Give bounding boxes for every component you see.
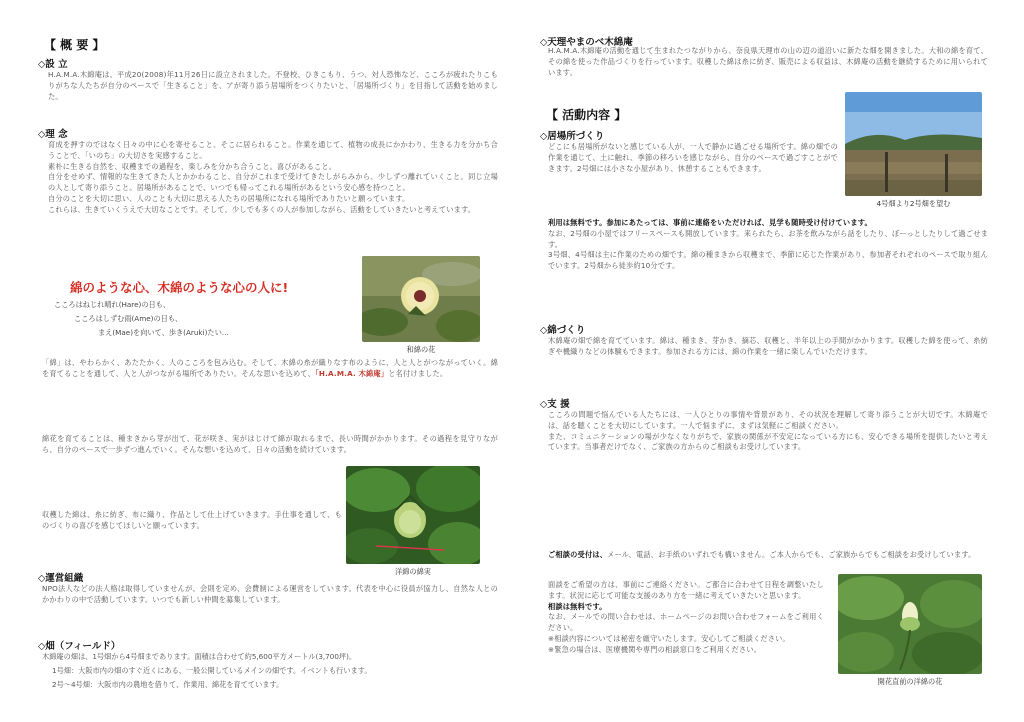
- establishment-body: H.A.M.A.木綿庵は、平成20(2008)年11月26日に設立されました。不登校、ひきこもり、うつ、対人恐怖など、こころが疲れたりこもりがちな人たちが自分のペースで「生きること」を、アが寄り添う居場所をつくりたいと、「居場所づくり」を目指して活動を始めました。: [48, 70, 498, 101]
- tenri-title: ◇天理やまのべ木綿庵: [540, 37, 633, 48]
- philosophy-paragraph: これらは、生きていくうえで大切なことです。そして、少しでも多くの人が参加しながら、活動をしていきたいと考えています。: [48, 204, 476, 214]
- ibasho-more: [548, 218, 988, 272]
- consult-free: [548, 602, 824, 613]
- cotton-story-2: 収穫した綿は、糸に紡ぎ、布に織り、作品として仕上げていきます。手仕事を通して、ものづくりの喜びを感じてほしいと願っています。: [42, 510, 342, 530]
- tenri-body: H.A.M.A.木綿庵の活動を通じて生まれたつながりから、奈良県天理市の山の辺の道沿いに新たな畑を開きました。大和の綿を育て、その綿を使った作品づくりを行っています。収穫した綿は糸に紡ぎ、販売による収益は、木綿庵の活動を継続するために用いられています。: [548, 46, 988, 77]
- activities-heading: 【 活動内容 】: [546, 108, 627, 122]
- support-paragraph: また、コミュニケーションの場が少なくなりがちで、家族の関係が不安定になっている方にも、安心できる場所を提供したいと考えています。当事者だけでなく、ご家族の方からのご相談もお受けしています。: [548, 431, 988, 452]
- support-body: [548, 410, 988, 453]
- consult-note: ※緊急の場合は、医療機関や専門の相談窓口をご利用ください。: [548, 644, 762, 654]
- photo3-caption: 4号畑より2号畑を望む: [876, 199, 951, 208]
- photo-cotton-boll: [346, 466, 480, 564]
- consult-intro: [548, 550, 988, 561]
- poem-line-2: こころはしずむ雨(Ame)の日も、: [74, 314, 183, 323]
- philosophy-paragraph: 自分をせめず、情報的な生きてきた人とかかわること、自分がこれまで受けてきたしがらみから、少しずつ離れていくこと。同じ立場の人として寄り添うこと。居場所があることで、いつでも帰ってこれる場所があるという安心感を持つこと。: [48, 172, 498, 193]
- establishment-title: ◇設 立: [38, 59, 68, 70]
- photo2-caption: 洋綿の綿実: [395, 567, 431, 576]
- ibasho-paragraph-3: なお、2号畑の小屋ではフリースペースも開放しています。来られたら、お茶を飲みながら話をしたり、ぼーっとしたりして過ごせます。: [548, 228, 988, 249]
- watazukuri-body: 木綿庵の畑で綿を育てています。綿は、種まき、芽かき、摘芯、収穫と、半年以上の手間がかかります。収穫した綿を使って、糸紡ぎや機織りなどの体験もできます。参加される方には、綿の作業を一緒に楽しんでいただけます。: [548, 336, 988, 356]
- ibasho-paragraph-1: どこにも居場所がないと感じている人が、一人で静かに過ごせる場所です。綿の畑での作業を通じて、土に触れ、季節の移ろいを感じながら、自分のペースで過ごすことができます。2号畑には小さな小屋があり、休憩することもできます。: [548, 142, 838, 173]
- field-landscape-image: [845, 92, 982, 196]
- slogan: 綿のような心、木綿のような心の人に!: [70, 280, 289, 295]
- name-story-text-a: 「綿」は、やわらかく、あたたかく、人のこころを包み込む。そして、木綿の糸が織りなす布のように、人と人とがつながっていく。綿を育てることを通して、人と人がつながる場所でありたい。そんな思いを込めて、: [42, 358, 498, 378]
- photo4-caption: 開花直前の洋綿の花: [877, 677, 943, 686]
- cotton-flower-image: [362, 256, 480, 342]
- cotton-bud-image: [838, 574, 982, 674]
- consult-details: [548, 580, 824, 656]
- philosophy-paragraph: 自分のことを大切に思い、人のことも大切に思える人たちの居場所になれる場所でありたいと願っています。: [48, 193, 410, 203]
- name-story: [42, 358, 498, 380]
- overview-heading: 【 概 要 】: [44, 38, 105, 52]
- consult-intro-bold: ご相談の受付は、: [548, 550, 608, 559]
- photo-japanese-cotton-flower: [362, 256, 480, 342]
- poem-line-1: こころはねじれ晴れ(Hare)の日も、: [54, 300, 171, 309]
- ibasho-title: ◇居場所づくり: [540, 131, 605, 142]
- photo-field-landscape: [845, 92, 982, 196]
- ibasho-paragraph-2: [548, 218, 988, 229]
- consult-free-bold: 相談は無料です。: [548, 601, 607, 611]
- field-intro: 木綿庵の畑は、1号畑から4号畑まであります。面積は合わせて約5,600平方メートル(3,700坪)。: [42, 652, 357, 661]
- field-row-1: 1号畑：大阪市内の畑のすぐ近くにある、一般公開しているメインの畑です。イベントも行います。: [52, 666, 372, 675]
- name-story-text-b: と名付けました。: [388, 368, 448, 378]
- ibasho-free-text: 利用は無料です。参加にあたっては、事前に連絡をいただければ、見学も随時受け付けています。: [548, 218, 872, 227]
- philosophy-paragraph: 育成を押すのではなく日々の中に心を寄せること、そこに居られること。作業を通じて、植物の成長にかかわり、生きる力を分かち合うことで、「いのち」の大切さを実感すること。: [48, 140, 498, 160]
- consult-paragraph-2: 面談をご希望の方は、事前にご連絡ください。ご都合に合わせて日程を調整いたします。状況に応じて可能な支援のあり方を一緒に考えていきたいと思います。: [548, 580, 824, 600]
- support-paragraph: こころの問題で悩んでいる人たちには、一人ひとりの事情や背景があり、その状況を理解して寄り添うことが大切です。木綿庵では、話を聴くことを大切にしています。一人で悩まずに、まずは気軽にご相談ください。: [548, 410, 988, 430]
- consult-note: ※相談内容については秘密を厳守いたします。安心してご相談ください。: [548, 633, 790, 643]
- organization-body: NPO法人などの法人格は取得していませんが、会則を定め、会費制による運営をしています。代表を中心に役員が協力し、自然な人とのかかわりの中で活動しています。いつでも新しい仲間を募集しています。: [42, 584, 498, 604]
- cotton-boll-image: [346, 466, 480, 564]
- field-title: ◇畑（フィールド）: [38, 641, 121, 652]
- consult-note: なお、メールでの問い合わせは、ホームページのお問い合わせフォームをご利用ください。: [548, 612, 824, 633]
- poem-line-3: まえ(Mae)を向いて、歩き(Aruki)たい…: [98, 328, 229, 337]
- consult-intro-rest: メール、電話、お手紙のいずれでも構いません。ご本人からでも、ご家族からでもご相談をお受けしています。: [607, 550, 976, 559]
- organization-title: ◇運営組織: [38, 573, 84, 584]
- photo-cotton-bud: [838, 574, 982, 674]
- philosophy-body: [48, 140, 498, 216]
- field-row-2: 2号〜4号畑：大阪市内の農地を借りて、作業用、綿花を育てています。: [52, 680, 284, 689]
- philosophy-paragraph: 素朴に生きる自然を、収穫までの過程を、楽しみを分かち合うこと。喜びがあること。: [48, 161, 337, 171]
- ibasho-paragraph-4: 3号畑、4号畑は主に作業のための畑です。綿の種まきから収穫まで、季節に応じた作業があり、参加者それぞれのペースで取り組んでいます。2号畑から徒歩約10分です。: [548, 250, 988, 271]
- photo1-caption: 和綿の花: [406, 345, 436, 354]
- philosophy-title: ◇理 念: [38, 129, 68, 140]
- watazukuri-title: ◇綿づくり: [540, 325, 586, 336]
- cotton-story: 綿花を育てることは、種まきから芽が出て、花が咲き、実がはじけて綿が取れるまで、長い時間がかかります。その過程を見守りながら、自分のペースで一歩ずつ進んでいく。そんな想いを込めて、日々の活動を続けています。: [42, 434, 498, 454]
- support-title: ◇支 援: [540, 399, 570, 410]
- name-highlight: 「H.A.M.A. 木綿庵」: [315, 368, 389, 378]
